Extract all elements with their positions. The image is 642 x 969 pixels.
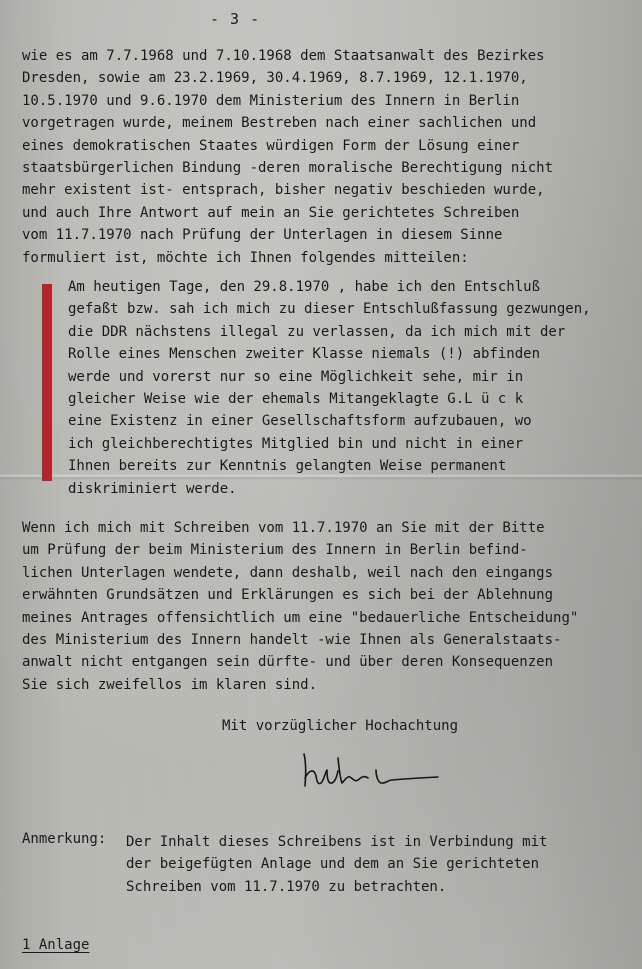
attachment-label: 1 Anlage [22,937,90,953]
paragraph-1: wie es am 7.7.1968 und 7.10.1968 dem Staatsanwalt des Bezirkes Dresden, sowie am 23.2.1969, 30.4.1969, 8.7.1969, 12.1.1970, 10.5.1970 und 9.6.1970 dem Ministerium des Innern in Berlin vorgetragen wurde, meinem Bestreben nach einer sachlichen und eines demokratischen Staates würdigen Form der Lösung einer staatsbürgerlichen Bindung -deren moralische Berechtigung nicht mehr existent ist- entsprach, bisher negativ beschieden wurde, und auch Ihre Antwort auf mein an Sie gerichtetes Schreiben vom 11.7.1970 nach Prüfung der Unterlagen in diesem Sinne formuliert ist, möchte ich Ihnen folgendes mitteilen: [22,48,554,266]
paragraph-2: Wenn ich mich mit Schreiben vom 11.7.1970 an Sie mit der Bitte um Prüfung der beim Ministerium des Innern in Berlin befind- lichen Unterlagen wendete, dann deshalb, weil nach den eingangs erwähnten Grundsätzen und Erklärungen es sich bei der Ablehnung meines Antrages offensichtlich um eine "bedauerliche Entscheidung" des Ministerium des Innern handelt -wie Ihnen als Generalstaats- anwalt nicht entgangen sein dürfte- und über deren Konsequenzen Sie sich zweifellos im klaren sind. [22,520,579,693]
note-label: Anmerkung: [22,831,107,847]
handwritten-signature [296,748,446,792]
note-text: Der Inhalt dieses Schreibens ist in Verbindung mit der beigefügten Anlage und dem an Sie gerichteten Schreiben vom 11.7.1970 zu betrachten. [126,834,548,895]
closing-salutation: Mit vorzüglicher Hochachtung [222,718,459,734]
page-number: - 3 - [210,10,261,28]
red-margin-mark [42,284,52,481]
quoted-statement: Am heutigen Tage, den 29.8.1970 , habe ich den Entschluß gefaßt bzw. sah ich mich zu dieser Entschlußfassung gezwungen, die DDR nächstens illegal zu verlassen, da ich mich mit der Rolle eines Menschen zweiter Klasse niemals (!) abfinden werde und vorerst nur so eine Möglichkeit sehe, mir in gleicher Weise wie der ehemals Mitangeklagte G.L ü c k eine Existenz in einer Gesellschaftsform aufzubauen, wo ich gleichberechtigtes Mitglied bin und nicht in einer Ihnen bereits zur Kenntnis gelangten Weise permanent diskriminiert werde. [68,279,591,497]
